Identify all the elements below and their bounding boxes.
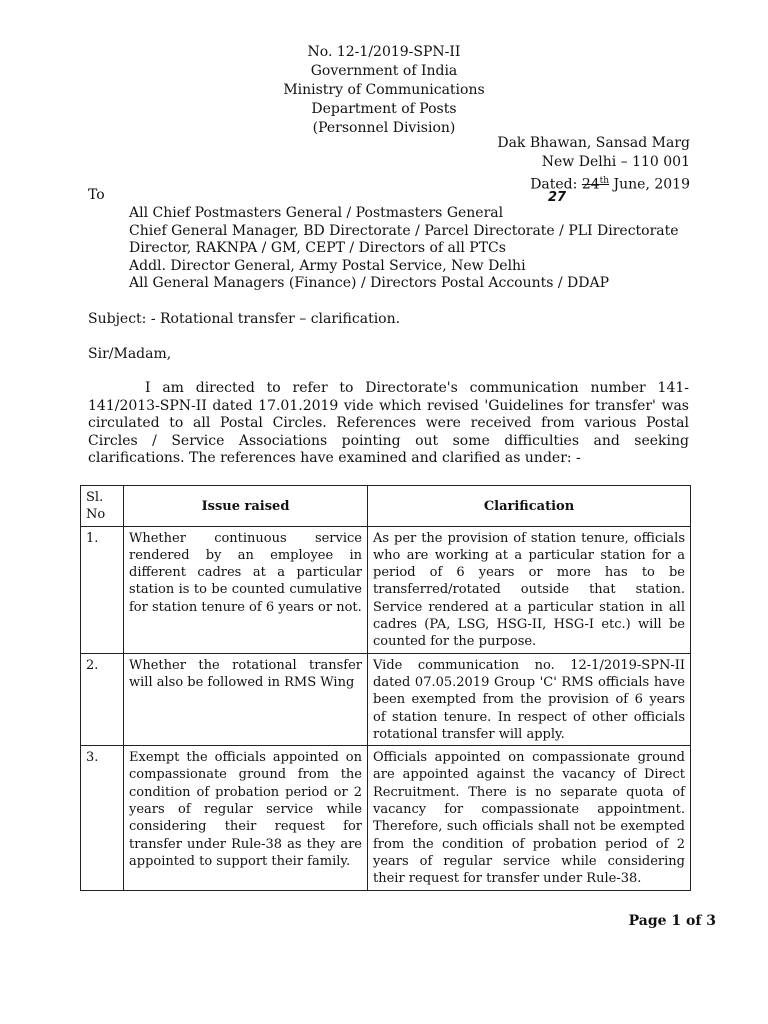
- ministry-line: Ministry of Communications: [283, 82, 485, 98]
- row-sl: 3.: [81, 746, 124, 890]
- row-clarification: Vide communication no. 12-1/2019-SPN-II dated 07.05.2019 Group 'C' RMS officials have been exempted from the provision of 6 years of station tenure. In respect of other officials rotational transfer will apply.: [368, 653, 691, 745]
- issues-table: [80, 485, 691, 891]
- date-rest: June, 2019: [609, 176, 690, 193]
- addressee-item: Director, RAKNPA / GM, CEPT / Directors of all PTCs: [129, 240, 506, 256]
- date-prefix: Dated:: [530, 176, 582, 193]
- table-header-row: [81, 486, 691, 527]
- handwritten-date-correction: 27: [548, 190, 567, 205]
- address-line-1: Dak Bhawan, Sansad Marg: [497, 135, 690, 151]
- date-sup: th: [599, 176, 610, 186]
- addressee-item: Chief General Manager, BD Directorate / Parcel Directorate / PLI Directorate: [129, 222, 679, 239]
- govt-line: Government of India: [310, 63, 458, 79]
- body-paragraph: I am directed to refer to Directorate's communication number 141-141/2013-SPN-II dated 17.01.2019 vide which revised 'Guidelines for transfer' was circulated to all Postal Circles. References were received from various Postal Circles / Service Associations pointing out some difficulties and seeking clarifications. The references have examined and clarified as under: -: [88, 380, 689, 466]
- table-row: [81, 746, 691, 890]
- date-line: [497, 172, 690, 195]
- addressee-item: All General Managers (Finance) / Directors Postal Accounts / DDAP: [129, 275, 610, 291]
- department-line: Department of Posts: [311, 101, 457, 117]
- row-sl: 2.: [81, 653, 124, 745]
- row-issue: Whether the rotational transfer will also be followed in RMS Wing: [124, 653, 368, 745]
- header-clarification: Clarification: [368, 486, 691, 527]
- sender-address: [497, 134, 690, 195]
- file-number-block: [0, 43, 768, 138]
- table-row: [81, 526, 691, 653]
- row-issue: Exempt the officials appointed on compassionate ground from the condition of probation period or 2 years of regular service while considering their request for transfer under Rule-38 as they are appointed to support their family.: [124, 746, 368, 890]
- addressee-item: Addl. Director General, Army Postal Service, New Delhi: [129, 257, 526, 274]
- division-line: (Personnel Division): [312, 120, 456, 136]
- header-sl-no: Sl. No: [81, 486, 124, 527]
- subject-line: [88, 310, 400, 328]
- to-label: To: [88, 187, 105, 203]
- address-line-2: New Delhi – 110 001: [541, 154, 690, 170]
- page-number: Page 1 of 3: [628, 913, 716, 929]
- row-issue: Whether continuous service rendered by an employee in different cadres at a particular station is to be counted cumulative for station tenure of 6 years or not.: [124, 526, 368, 653]
- row-clarification: As per the provision of station tenure, officials who are working at a particular station for a period of 6 years or more has to be transferred/rotated outside that station. Service rendered at a particular station in all cadres (PA, LSG, HSG-II, HSG-I etc.) will be counted for the purpose.: [368, 526, 691, 653]
- addressee-list: [129, 205, 729, 293]
- file-number: No. 12-1/2019-SPN-II: [307, 44, 461, 60]
- addressee-item: All Chief Postmasters General / Postmasters General: [129, 205, 504, 221]
- row-sl: 1.: [81, 526, 124, 653]
- header-issue-raised: Issue raised: [124, 486, 368, 527]
- table-row: [81, 653, 691, 745]
- subject-text: Rotational transfer – clarification.: [155, 311, 401, 327]
- salutation: Sir/Madam,: [88, 346, 172, 362]
- row-clarification: Officials appointed on compassionate ground are appointed against the vacancy of Direct Recruitment. There is no separate quota of vacancy for compassionate appointment. Therefore, such officials shall not be exempted from the condition of probation period of 2 years of regular service while considering their request for transfer under Rule-38.: [368, 746, 691, 890]
- date-day: 24: [581, 176, 600, 193]
- subject-label: Subject: -: [88, 311, 156, 327]
